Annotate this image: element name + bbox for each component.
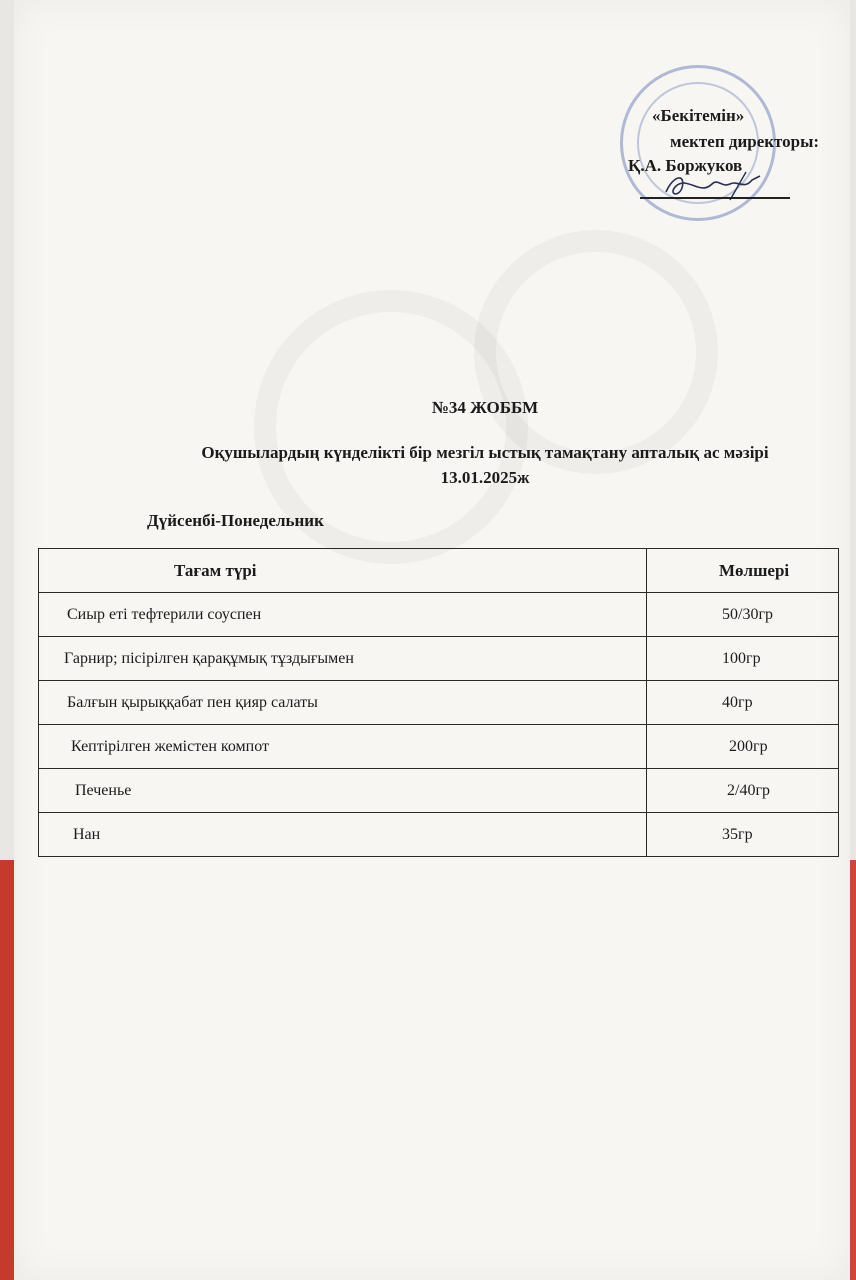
table-row bbox=[39, 725, 839, 769]
menu-table bbox=[38, 548, 839, 857]
dish-amount: 100гр bbox=[647, 637, 839, 681]
dish-amount: 200гр bbox=[647, 725, 839, 769]
table-row bbox=[39, 681, 839, 725]
header-dish-type: Тағам түрі bbox=[39, 549, 647, 593]
header-amount: Мөлшері bbox=[647, 549, 839, 593]
table-row bbox=[39, 813, 839, 857]
dish-name: Гарнир; пісірілген қарақұмық тұздығымен bbox=[39, 637, 647, 681]
dish-name: Нан bbox=[39, 813, 647, 857]
show-through-shape bbox=[474, 230, 718, 474]
day-label: Дүйсенбі-Понедельник bbox=[147, 511, 324, 530]
approval-line-1: «Бекітемін» bbox=[652, 106, 745, 125]
school-name: №34 ЖОББМ bbox=[431, 398, 539, 417]
dish-amount: 35гр bbox=[647, 813, 839, 857]
menu-date: 13.01.2025ж bbox=[440, 468, 530, 487]
dish-name: Балғын қырыққабат пен қияр салаты bbox=[39, 681, 647, 725]
menu-title: Оқушылардың күнделікті бір мезгіл ыстық тамақтану апталық ас мәзірі bbox=[201, 443, 769, 462]
approval-line-2: мектеп директоры: bbox=[670, 132, 820, 151]
dish-amount: 40гр bbox=[647, 681, 839, 725]
dish-name: Печенье bbox=[39, 769, 647, 813]
dish-amount: 50/30гр bbox=[647, 593, 839, 637]
signature-icon bbox=[660, 170, 770, 205]
dish-name: Кептірілген жемістен компот bbox=[39, 725, 647, 769]
director-name: Қ.А. Боржуков bbox=[628, 156, 743, 175]
table-row bbox=[39, 769, 839, 813]
table-header-row bbox=[39, 549, 839, 593]
dish-name: Сиыр еті тефтерили соуспен bbox=[39, 593, 647, 637]
table-row bbox=[39, 637, 839, 681]
signature-line bbox=[640, 197, 790, 199]
dish-amount: 2/40гр bbox=[647, 769, 839, 813]
table-row bbox=[39, 593, 839, 637]
